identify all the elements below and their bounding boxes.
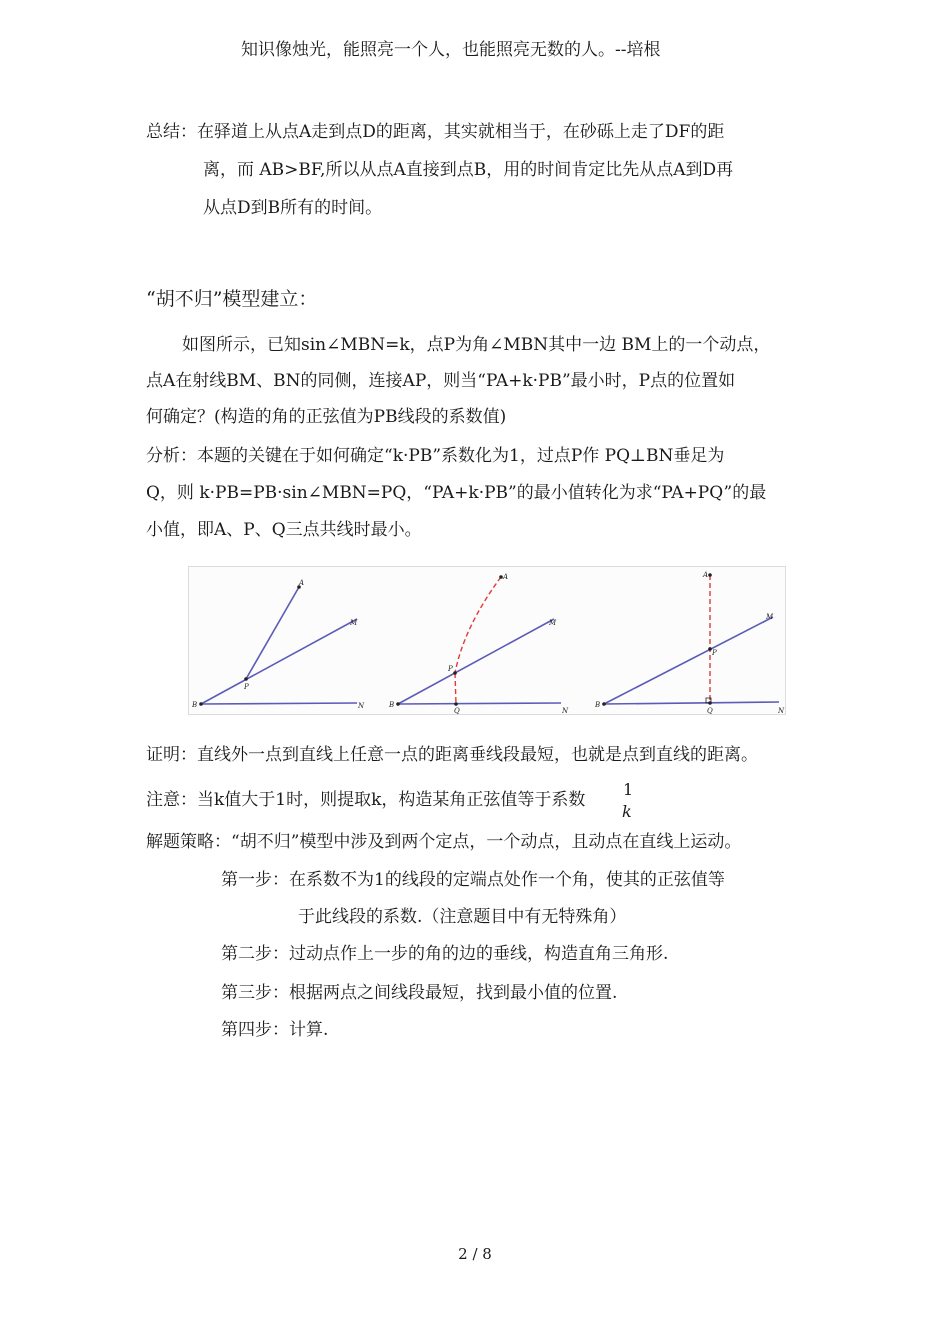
dashed-ap	[455, 577, 501, 673]
label-n: N	[778, 707, 785, 714]
ray-bm	[398, 619, 554, 704]
label-a: A	[503, 573, 509, 581]
label-n: N	[562, 707, 569, 714]
header-quote: 知识像烛光，能照亮一个人，也能照亮无数的人。--培根	[241, 40, 661, 60]
point-p	[244, 677, 248, 681]
geometry-figure-svg	[189, 567, 785, 714]
label-m: M	[766, 613, 774, 621]
point-a	[708, 573, 712, 577]
dashed-pq	[455, 673, 456, 704]
ray-bm	[201, 619, 357, 704]
page-number: 2 / 8	[458, 1245, 492, 1263]
label-p: P	[448, 665, 453, 673]
point-q	[454, 702, 458, 706]
summary-line-2: 离，而 AB>BF,所以从点A直接到点B，用的时间肯定比先从点A到D再	[203, 160, 734, 180]
point-p	[453, 671, 457, 675]
model-title: “胡不归”模型建立：	[146, 288, 318, 310]
strategy-intro: 解题策略：“胡不归”模型中涉及到两个定点，一个动点，且动点在直线上运动。	[146, 832, 742, 852]
strategy-step-4: 第四步：计算.	[221, 1020, 329, 1040]
analysis-line-1: 分析：本题的关键在于如何确定“k·PB”系数化为1，过点P作 PQ⊥BN垂足为	[146, 446, 725, 466]
point-q	[708, 701, 712, 705]
label-p: P	[712, 649, 717, 657]
summary-line-3: 从点D到B所有的时间。	[203, 198, 383, 218]
fraction-numerator: 1	[623, 780, 634, 799]
label-b: B	[192, 701, 198, 709]
fraction-denominator: k	[622, 802, 632, 821]
strategy-step-1-line-1: 第一步：在系数不为1的线段的定端点处作一个角，使其的正弦值等	[221, 870, 725, 890]
strategy-step-2: 第二步：过动点作上一步的角的边的垂线，构造直角三角形.	[221, 944, 669, 964]
ray-bm	[604, 617, 773, 704]
label-q: Q	[454, 707, 460, 714]
point-b	[199, 702, 203, 706]
summary-line-1: 总结：在驿道上从点A走到点D的距离，其实就相当于，在砂砾上走了DF的距	[146, 122, 725, 142]
ray-bn	[398, 703, 561, 704]
point-b	[602, 702, 606, 706]
label-n: N	[358, 702, 365, 710]
label-a: A	[299, 579, 305, 587]
label-b: B	[389, 701, 395, 709]
geometry-figure	[188, 566, 786, 715]
label-m: M	[350, 619, 358, 627]
proof-text: 证明：直线外一点到直线上任意一点的距离垂线段最短，也就是点到直线的距离。	[146, 745, 758, 765]
label-q: Q	[707, 707, 713, 714]
label-b: B	[595, 701, 601, 709]
figure-panel-2	[388, 573, 569, 714]
analysis-line-3: 小值，即A、P、Q三点共线时最小。	[146, 520, 422, 540]
model-para-line-3: 何确定？(构造的角的正弦值为PB线段的系数值)	[146, 407, 507, 427]
analysis-line-2: Q，则 k·PB=PB·sin∠MBN=PQ，“PA+k·PB”的最小值转化为求“PA+PQ”的最	[146, 483, 767, 503]
strategy-step-1-line-2: 于此线段的系数.（注意题目中有无特殊角）	[298, 907, 627, 927]
figure-panel-3	[594, 571, 785, 714]
model-para-line-2: 点A在射线BM、BN的同侧，连接AP，则当“PA+k·PB”最小时，P点的位置如	[146, 371, 736, 391]
ray-bn	[201, 703, 357, 704]
label-m: M	[549, 619, 557, 627]
figure-panel-1	[191, 579, 365, 710]
label-p: P	[244, 683, 249, 691]
point-b	[396, 702, 400, 706]
note-text: 注意：当k值大于1时，则提取k，构造某角正弦值等于系数	[146, 790, 586, 810]
strategy-step-3: 第三步：根据两点之间线段最短，找到最小值的位置.	[221, 983, 618, 1003]
ray-bn	[604, 702, 779, 704]
label-a: A	[703, 571, 709, 579]
model-para-line-1: 如图所示，已知sin∠MBN=k，点P为角∠MBN其中一边 BM上的一个动点，	[182, 335, 771, 355]
